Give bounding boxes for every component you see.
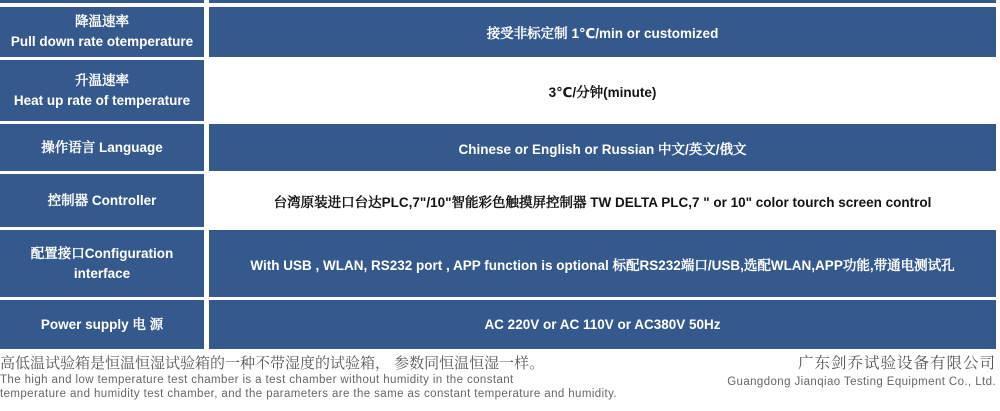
row-label-configuration-interface	[0, 230, 204, 297]
table-row	[0, 174, 996, 227]
row-label-en: Heat up rate of temperature	[13, 92, 191, 108]
table-row	[0, 60, 996, 121]
footer-company	[727, 353, 1000, 389]
row-value-pull-down-rate: 接受非标定制 1℃/min or customized	[209, 7, 996, 57]
company-name-zh: 广东剑乔试验设备有限公司	[797, 355, 996, 372]
row-label-pull-down-rate	[0, 7, 204, 57]
row-label-zh: 降温速率	[75, 14, 129, 29]
row-label-zh: 升温速率	[75, 72, 129, 88]
row-label-controller	[0, 174, 204, 227]
footer-description-en-line1: The high and low temperature test chamber is a test chamber without humidity in the constant	[0, 374, 514, 386]
footer	[0, 353, 1000, 401]
row-label-en: interface	[73, 265, 131, 281]
row-label-heat-up-rate	[0, 60, 204, 121]
row-label-zh: 操作语言 Language	[41, 139, 163, 155]
table-row	[0, 124, 996, 171]
row-value-controller: 台湾原装进口台达PLC,7"/10"智能彩色触摸屏控制器 TW DELTA PLC,7 " or 10" color tourch screen control	[209, 174, 996, 227]
row-value-heat-up-rate: 3℃/分钟(minute)	[209, 60, 996, 121]
company-name-en: Guangdong Jianqiao Testing Equipment Co., Ltd.	[727, 376, 996, 388]
row-label-language	[0, 124, 204, 171]
partial-value-cell	[209, 0, 996, 3]
table-row	[0, 230, 996, 297]
row-label-zh: 控制器 Controller	[47, 192, 157, 208]
row-label-en: Pull down rate otemperature	[10, 34, 194, 49]
row-label-power-supply	[0, 300, 204, 349]
partial-label-cell	[0, 0, 204, 3]
footer-description	[0, 353, 617, 401]
row-value-language: Chinese or English or Russian 中文/英文/俄文	[209, 124, 996, 171]
row-label-zh: Power supply 电 源	[40, 316, 164, 332]
row-label-zh: 配置接口Configuration	[30, 245, 174, 261]
footer-description-zh: 高低温试验箱是恒温恒湿试验箱的一种不带湿度的试验箱， 参数同恒温恒湿一样。	[0, 355, 545, 372]
table-row	[0, 300, 996, 349]
table-row	[0, 7, 996, 57]
row-value-configuration-interface: With USB , WLAN, RS232 port , APP function is optional 标配RS232端口/USB,选配WLAN,APP功能,带通电测试孔	[209, 230, 996, 297]
footer-description-en-line2: temperature and humidity test chamber, and the parameters are the same as constant temperature and humidity.	[0, 387, 618, 400]
row-value-power-supply: AC 220V or AC 110V or AC380V 50Hz	[209, 300, 996, 349]
table-row-partial	[0, 0, 996, 3]
